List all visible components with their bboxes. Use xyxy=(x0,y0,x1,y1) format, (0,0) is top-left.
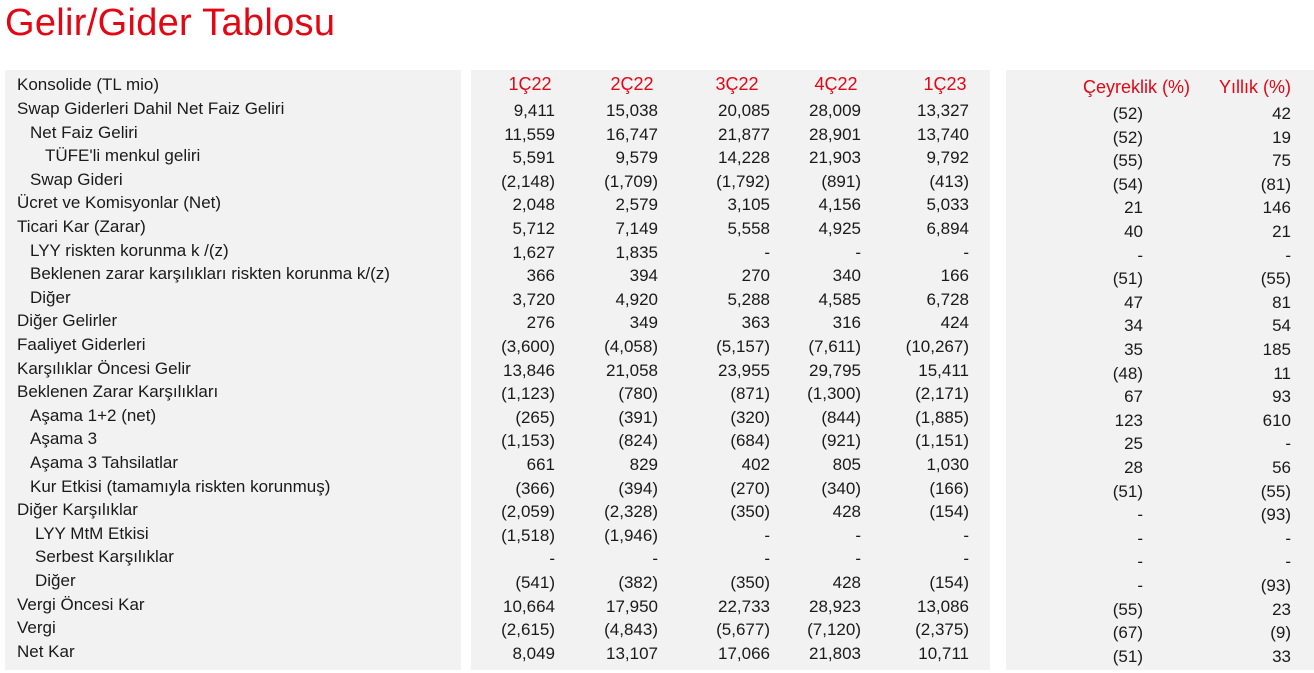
value-cell: (2,328) xyxy=(604,502,658,522)
yearly-change-cell: 54 xyxy=(1272,316,1291,336)
row-label: Diğer xyxy=(35,571,76,590)
value-cell: 17,066 xyxy=(718,643,770,663)
yearly-change-cell: 93 xyxy=(1272,387,1291,407)
value-cell: - xyxy=(963,549,969,569)
value-cell: 28,009 xyxy=(809,101,861,120)
value-cell: 316 xyxy=(832,313,861,333)
yearly-change-cell: 185 xyxy=(1262,340,1291,359)
value-cell: (394) xyxy=(618,478,658,498)
value-cell: 394 xyxy=(629,266,658,286)
quarterly-change-cell: - xyxy=(1137,576,1143,595)
value-cell: - xyxy=(855,242,861,262)
value-cell: (382) xyxy=(618,573,658,592)
value-cell: 28,923 xyxy=(809,596,861,616)
column-header-5: 1Ç23 xyxy=(923,74,967,94)
quarterly-change-cell: 35 xyxy=(1124,340,1143,359)
quarterly-change-cell: (48) xyxy=(1112,363,1143,383)
value-cell: (413) xyxy=(929,171,969,191)
value-cell: 4,925 xyxy=(818,219,861,238)
value-cell: 15,038 xyxy=(606,101,658,120)
value-cell: - xyxy=(855,549,861,569)
value-cell: - xyxy=(652,549,658,569)
yearly-change-cell: 21 xyxy=(1272,222,1291,241)
value-cell: 424 xyxy=(940,313,969,333)
value-cell: 363 xyxy=(741,313,770,333)
value-cell: (541) xyxy=(515,573,555,592)
value-cell: 21,058 xyxy=(606,360,658,380)
value-cell: 28,901 xyxy=(809,124,861,144)
value-cell: (824) xyxy=(618,431,658,451)
value-cell: (366) xyxy=(515,478,555,498)
quarterly-change-cell: (51) xyxy=(1112,481,1143,501)
value-cell: (320) xyxy=(730,407,770,427)
value-cell: (1,518) xyxy=(501,525,555,545)
value-cell: 6,728 xyxy=(926,289,969,309)
quarterly-change-cell: 47 xyxy=(1124,292,1143,312)
yearly-change-cell: (55) xyxy=(1260,269,1291,289)
value-cell: (1,123) xyxy=(501,384,555,404)
value-cell: 29,795 xyxy=(809,360,861,380)
yearly-change-cell: (55) xyxy=(1260,481,1291,501)
row-label: LYY MtM Etkisi xyxy=(35,523,149,543)
row-label: Beklenen Zarar Karşılıkları xyxy=(17,382,219,402)
value-cell: 9,411 xyxy=(513,101,555,120)
value-cell: - xyxy=(764,242,770,262)
value-cell: 9,579 xyxy=(615,148,658,168)
column-header-2: 2Ç22 xyxy=(610,74,654,94)
yearly-change-cell: 19 xyxy=(1272,127,1291,147)
value-cell: (3,600) xyxy=(501,337,555,356)
value-cell: (350) xyxy=(730,502,770,522)
value-cell: (7,120) xyxy=(807,620,861,640)
value-cell: - xyxy=(963,242,969,262)
value-cell: (1,885) xyxy=(915,407,969,427)
yearly-change-cell: 146 xyxy=(1262,198,1291,218)
yearly-change-cell: 11 xyxy=(1273,363,1291,383)
value-cell: 166 xyxy=(940,266,969,286)
value-cell: (2,171) xyxy=(915,384,969,404)
value-cell: (340) xyxy=(821,478,861,498)
value-cell: (844) xyxy=(821,407,861,427)
row-label: Swap Gideri xyxy=(30,169,123,189)
column-header-quarterly-change: Çeyreklik (%) xyxy=(1082,77,1190,97)
value-cell: (871) xyxy=(730,384,770,404)
yearly-change-cell: (93) xyxy=(1260,576,1291,595)
value-cell: 4,585 xyxy=(818,289,861,309)
value-cell: 270 xyxy=(741,266,770,286)
row-label: Ticari Kar (Zarar) xyxy=(17,217,146,236)
yearly-change-cell: 81 xyxy=(1272,292,1291,312)
value-cell: 8,049 xyxy=(512,643,555,663)
quarterly-change-cell: 21 xyxy=(1124,198,1143,218)
row-label: LYY riskten korunma k /(z) xyxy=(30,240,229,260)
value-cell: - xyxy=(549,549,555,569)
value-cell: 402 xyxy=(741,455,770,474)
row-label: Swap Giderleri Dahil Net Faiz Geliri xyxy=(17,99,285,118)
value-cell: (2,059) xyxy=(501,502,555,522)
value-cell: (2,375) xyxy=(915,620,969,640)
row-label: Diğer Gelirler xyxy=(17,311,118,331)
quarterly-change-cell: - xyxy=(1137,505,1143,525)
value-cell: 1,627 xyxy=(512,242,555,262)
yearly-change-cell: 56 xyxy=(1272,458,1291,477)
row-label: Net Faiz Geliri xyxy=(30,122,138,142)
yearly-change-cell: 33 xyxy=(1272,646,1291,666)
value-cell: 829 xyxy=(629,455,658,474)
quarterly-change-cell: (52) xyxy=(1112,127,1143,147)
value-cell: 13,327 xyxy=(917,101,969,120)
value-cell: 1,835 xyxy=(615,242,658,262)
row-label: Vergi xyxy=(17,618,56,638)
yearly-change-cell: (81) xyxy=(1260,174,1291,194)
value-cell: (2,615) xyxy=(501,620,555,640)
value-cell: (5,157) xyxy=(716,337,770,356)
quarterly-change-cell: 40 xyxy=(1124,222,1143,241)
yearly-change-cell: - xyxy=(1285,528,1291,548)
value-cell: 21,877 xyxy=(718,124,770,144)
row-label: Diğer xyxy=(30,287,71,307)
row-label: Diğer Karşılıklar xyxy=(17,500,138,520)
value-cell: 4,156 xyxy=(818,195,861,215)
value-cell: 2,048 xyxy=(512,195,555,215)
quarterly-change-cell: 25 xyxy=(1124,434,1143,454)
row-label: Kur Etkisi (tamamıyla riskten korunmuş) xyxy=(30,476,331,496)
value-cell: 11,559 xyxy=(504,124,555,144)
yearly-change-cell: (9) xyxy=(1270,623,1291,643)
row-label: Faaliyet Giderleri xyxy=(17,335,146,354)
page-title: Gelir/Gider Tablosu xyxy=(5,2,336,44)
row-label: Net Kar xyxy=(17,641,75,661)
row-label: TÜFE'li menkul geliri xyxy=(45,146,201,166)
value-cell: (270) xyxy=(730,478,770,498)
value-cell: (1,946) xyxy=(604,525,658,545)
value-cell: 1,030 xyxy=(926,455,969,474)
quarterly-change-cell: (55) xyxy=(1112,151,1143,171)
value-cell: 20,085 xyxy=(718,101,770,120)
value-cell: (4,843) xyxy=(604,620,658,640)
value-cell: (4,058) xyxy=(604,337,658,356)
value-cell: 349 xyxy=(629,313,658,333)
value-cell: 9,792 xyxy=(926,148,969,168)
column-header-1: 1Ç22 xyxy=(508,74,552,94)
value-cell: - xyxy=(764,549,770,569)
value-cell: (780) xyxy=(618,384,658,404)
value-cell: (154) xyxy=(929,573,969,592)
value-cell: (265) xyxy=(515,407,555,427)
value-cell: (891) xyxy=(821,171,861,191)
value-cell: - xyxy=(963,525,969,545)
value-cell: 23,955 xyxy=(718,360,770,380)
value-cell: (10,267) xyxy=(905,337,969,356)
value-cell: 13,086 xyxy=(917,596,969,616)
row-label: Serbest Karşılıklar xyxy=(35,547,174,567)
value-cell: 22,733 xyxy=(718,596,770,616)
row-label: Ücret ve Komisyonlar (Net) xyxy=(17,193,222,213)
value-cell: (391) xyxy=(618,407,658,427)
yearly-change-cell: 610 xyxy=(1262,410,1291,430)
value-cell: 3,720 xyxy=(512,289,555,309)
quarterly-change-cell: 28 xyxy=(1124,458,1143,477)
value-cell: (1,709) xyxy=(604,171,658,191)
value-cell: 340 xyxy=(832,266,861,286)
value-cell: 5,033 xyxy=(926,195,969,215)
row-label: Aşama 1+2 (net) xyxy=(30,405,157,425)
value-cell: 428 xyxy=(832,502,861,522)
quarterly-change-cell: 123 xyxy=(1114,410,1143,430)
value-cell: 16,747 xyxy=(606,124,658,144)
value-cell: (684) xyxy=(730,431,770,451)
value-cell: (350) xyxy=(730,573,770,592)
quarterly-change-cell: 34 xyxy=(1124,316,1143,336)
value-cell: 5,591 xyxy=(512,148,555,168)
table-header-label: Konsolide (TL mio) xyxy=(17,75,160,94)
value-cell: (1,153) xyxy=(501,431,555,451)
value-cell: 5,558 xyxy=(727,219,770,238)
value-cell: 5,712 xyxy=(512,219,555,238)
value-cell: 6,894 xyxy=(926,219,969,238)
column-header-yearly-change: Yıllık (%) xyxy=(1219,77,1291,97)
value-cell: 5,288 xyxy=(727,289,770,309)
quarterly-change-cell: (52) xyxy=(1112,104,1143,123)
yearly-change-cell: 42 xyxy=(1272,104,1291,123)
value-cell: - xyxy=(855,525,861,545)
value-cell: (1,151) xyxy=(915,431,969,451)
yearly-change-cell: - xyxy=(1285,552,1291,572)
value-cell: - xyxy=(764,525,770,545)
quarterly-change-cell: (54) xyxy=(1112,174,1143,194)
yearly-change-cell: 75 xyxy=(1272,151,1291,171)
value-cell: (921) xyxy=(821,431,861,451)
quarterly-change-cell: (67) xyxy=(1112,623,1143,643)
row-label: Aşama 3 xyxy=(30,429,98,449)
value-cell: 276 xyxy=(526,313,555,333)
value-cell: (5,677) xyxy=(716,620,770,640)
value-cell: 10,711 xyxy=(918,643,969,663)
quarterly-change-cell: - xyxy=(1137,552,1143,572)
value-cell: 428 xyxy=(832,573,861,592)
value-cell: 366 xyxy=(526,266,555,286)
row-label: Karşılıklar Öncesi Gelir xyxy=(17,358,191,378)
value-cell: 3,105 xyxy=(727,195,770,215)
value-cell: 805 xyxy=(832,455,861,474)
row-label: Beklenen zarar karşılıkları riskten korunma k/(z) xyxy=(30,264,390,284)
row-label: Aşama 3 Tahsilatlar xyxy=(30,453,179,472)
value-cell: 13,846 xyxy=(503,360,555,380)
quarterly-change-cell: - xyxy=(1137,528,1143,548)
quarterly-change-cell: 67 xyxy=(1124,387,1143,407)
value-cell: (154) xyxy=(929,502,969,522)
yearly-change-cell: (93) xyxy=(1260,505,1291,525)
quarterly-change-cell: - xyxy=(1137,245,1143,265)
row-label: Vergi Öncesi Kar xyxy=(17,594,145,614)
value-cell: (2,148) xyxy=(501,171,555,191)
value-cell: (7,611) xyxy=(808,337,861,356)
quarterly-change-cell: (51) xyxy=(1112,269,1143,289)
value-cell: 15,411 xyxy=(918,360,969,380)
quarterly-change-cell: (51) xyxy=(1112,646,1143,666)
value-cell: (1,792) xyxy=(716,171,770,191)
value-cell: 13,740 xyxy=(917,124,969,144)
quarterly-change-cell: (55) xyxy=(1112,599,1143,619)
value-cell: 17,950 xyxy=(606,596,658,616)
value-cell: 7,149 xyxy=(615,219,658,238)
value-cell: 2,579 xyxy=(615,195,658,215)
value-cell: 13,107 xyxy=(606,643,658,663)
yearly-change-cell: 23 xyxy=(1272,599,1291,619)
column-header-3: 3Ç22 xyxy=(715,74,759,94)
value-cell: 4,920 xyxy=(615,289,658,309)
value-cell: 14,228 xyxy=(718,148,770,168)
value-cell: 10,664 xyxy=(503,596,555,616)
value-cell: 21,903 xyxy=(809,148,861,168)
yearly-change-cell: - xyxy=(1285,434,1291,454)
yearly-change-cell: - xyxy=(1285,245,1291,265)
value-cell: 21,803 xyxy=(809,643,861,663)
value-cell: 661 xyxy=(526,455,555,474)
value-cell: (1,300) xyxy=(807,384,861,404)
column-header-4: 4Ç22 xyxy=(814,74,858,94)
value-cell: (166) xyxy=(929,478,969,498)
